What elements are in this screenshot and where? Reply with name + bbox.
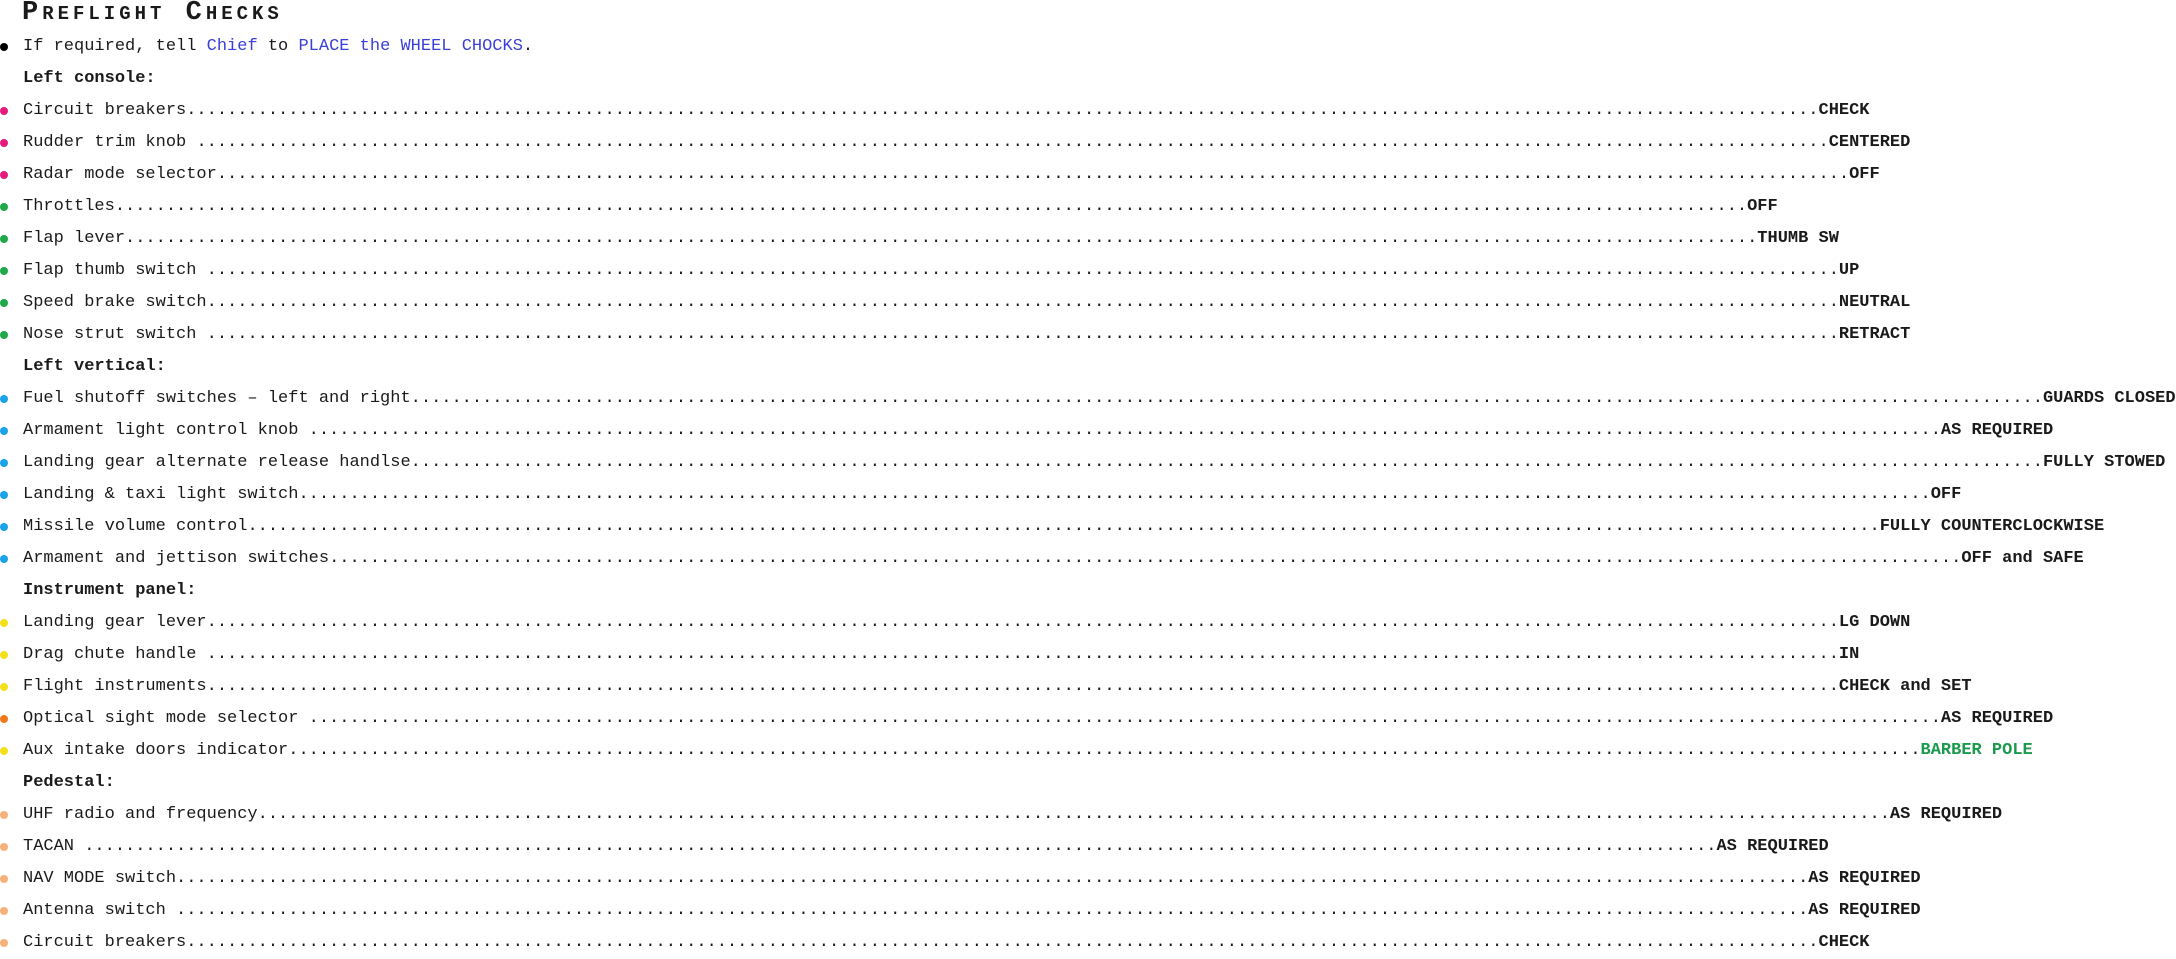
checklist-item — [0, 639, 1860, 671]
dot-leader: ................................................................................................................................................................ — [288, 741, 1921, 760]
checklist-item — [0, 927, 1870, 959]
bullet-icon — [0, 427, 8, 435]
item-value: CHECK and SET — [1838, 677, 1972, 696]
dot-leader: ................................................................................................................................................................ — [186, 933, 1819, 952]
bullet-icon — [0, 907, 8, 915]
bullet-icon — [0, 875, 8, 883]
item-value: NEUTRAL — [1838, 293, 1911, 312]
item-label: Flap lever — [23, 229, 126, 248]
item-label: Fuel shutoff switches – left and right — [23, 389, 411, 408]
item-label: Antenna switch — [23, 901, 177, 920]
item-label: Optical sight mode selector — [23, 709, 309, 728]
checklist-item — [0, 159, 1880, 191]
dot-leader: ................................................................................................................................................................ — [186, 101, 1819, 120]
item-label: Throttles — [23, 197, 115, 216]
intro-row — [0, 31, 730, 63]
item-value: IN — [1838, 645, 1860, 664]
dot-leader: ................................................................................................................................................................ — [410, 389, 2043, 408]
checklist-line — [23, 703, 2054, 735]
dot-leader: ................................................................................................................................................................ — [308, 421, 1941, 440]
item-label: Circuit breakers — [23, 933, 187, 952]
bullet-icon — [0, 235, 8, 243]
item-value: AS REQUIRED — [1716, 837, 1829, 856]
checklist-line — [23, 543, 2084, 575]
checklist-line — [23, 735, 2033, 767]
bullet-icon — [0, 715, 8, 723]
section-heading-label: Pedestal: — [23, 773, 115, 792]
checklist-line — [23, 895, 1921, 927]
intro-prefix: If required, tell — [23, 37, 207, 56]
item-value: OFF — [1747, 197, 1778, 216]
checklist-item — [0, 863, 1921, 895]
item-label: Armament light control knob — [23, 421, 309, 440]
dot-leader: ................................................................................................................................................................ — [114, 197, 1748, 216]
item-label: NAV MODE switch — [23, 869, 177, 888]
item-value: BARBER POLE — [1920, 741, 2033, 760]
item-value: AS REQUIRED — [1808, 901, 1921, 920]
item-label: Radar mode selector — [23, 165, 217, 184]
section-heading-label: Left vertical: — [23, 357, 166, 376]
checklist-item — [0, 255, 1860, 287]
checklist-item — [0, 607, 1911, 639]
section-heading — [0, 351, 730, 383]
item-label: Flight instruments — [23, 677, 207, 696]
item-label: TACAN — [23, 837, 85, 856]
item-label: Landing gear alternate release handlse — [23, 453, 411, 472]
item-value: AS REQUIRED — [1940, 421, 2054, 440]
dot-leader: ................................................................................................................................................................ — [216, 165, 1850, 184]
item-value: FULLY STOWED — [2042, 453, 2166, 472]
item-label: Landing gear lever — [23, 613, 207, 632]
bullet-icon — [0, 171, 8, 179]
item-value: CHECK — [1818, 101, 1870, 120]
bullet-icon — [0, 43, 8, 51]
bullet-icon — [0, 299, 8, 307]
item-value: RETRACT — [1838, 325, 1911, 344]
bullet-icon — [0, 683, 8, 691]
checklist-item — [0, 191, 1778, 223]
checklist-line — [23, 799, 2003, 831]
item-value: FULLY COUNTERCLOCKWISE — [1879, 517, 2105, 536]
dot-leader: ................................................................................................................................................................ — [206, 645, 1839, 664]
section-heading-label: Instrument panel: — [23, 581, 197, 600]
item-value: CENTERED — [1828, 133, 1911, 152]
section-heading — [0, 575, 730, 607]
intro-suffix: . — [522, 37, 534, 56]
bullet-icon — [0, 331, 8, 339]
checklist-line — [23, 831, 1829, 863]
checklist-line — [23, 447, 2166, 479]
item-label: Missile volume control — [23, 517, 248, 536]
bullet-icon — [0, 651, 8, 659]
checklist-line — [23, 255, 1860, 287]
item-label: Armament and jettison switches — [23, 549, 330, 568]
item-label: UHF radio and frequency — [23, 805, 258, 824]
item-value: CHECK — [1818, 933, 1870, 952]
bullet-icon — [0, 555, 8, 563]
dot-leader: ................................................................................................................................................................ — [206, 677, 1839, 696]
item-label: Speed brake switch — [23, 293, 207, 312]
checklist-line — [23, 479, 1962, 511]
section-heading — [0, 767, 730, 799]
checklist — [0, 31, 2176, 959]
checklist-item — [0, 95, 1870, 127]
dot-leader: ................................................................................................................................................................ — [308, 709, 1941, 728]
checklist-item — [0, 703, 2054, 735]
item-value: AS REQUIRED — [1940, 709, 2054, 728]
checklist-item — [0, 447, 2166, 479]
checklist-item — [0, 895, 1921, 927]
bullet-icon — [0, 523, 8, 531]
bullet-icon — [0, 139, 8, 147]
wheel-chocks-link[interactable]: PLACE the WHEEL CHOCKS — [298, 37, 523, 56]
item-value: THUMB SW — [1757, 229, 1839, 248]
item-value: OFF — [1849, 165, 1880, 184]
dot-leader: ................................................................................................................................................................ — [298, 485, 1931, 504]
intro-text — [23, 31, 729, 63]
bullet-icon — [0, 395, 8, 403]
item-label: Landing & taxi light switch — [23, 485, 299, 504]
bullet-icon — [0, 107, 8, 115]
checklist-line — [23, 159, 1880, 191]
checklist-line — [23, 863, 1921, 895]
dot-leader: ................................................................................................................................................................ — [206, 261, 1839, 280]
checklist-item — [0, 383, 2176, 415]
checklist-line — [23, 415, 2054, 447]
bullet-icon — [0, 203, 8, 211]
checklist-line — [23, 511, 2105, 543]
dot-leader: ................................................................................................................................................................ — [410, 453, 2043, 472]
checklist-line — [23, 127, 1911, 159]
dot-leader: ................................................................................................................................................................ — [329, 549, 1962, 568]
bullet-icon — [0, 843, 8, 851]
checklist-item — [0, 671, 1972, 703]
page-title: Preflight Checks — [22, 0, 283, 28]
checklist-item — [0, 127, 1911, 159]
bullet-icon — [0, 747, 8, 755]
item-label: Circuit breakers — [23, 101, 187, 120]
checklist-item — [0, 799, 2003, 831]
checklist-item — [0, 511, 2105, 543]
checklist-item — [0, 543, 2084, 575]
checklist-item — [0, 479, 1962, 511]
checklist-item — [0, 831, 1829, 863]
chief-link[interactable]: Chief — [206, 37, 258, 56]
dot-leader: ................................................................................................................................................................ — [257, 805, 1890, 824]
item-value: UP — [1838, 261, 1860, 280]
section-heading-label: Left console: — [23, 69, 156, 88]
dot-leader: ................................................................................................................................................................ — [206, 293, 1839, 312]
dot-leader: ................................................................................................................................................................ — [176, 901, 1809, 920]
bullet-icon — [0, 619, 8, 627]
item-label: Rudder trim knob — [23, 133, 197, 152]
bullet-icon — [0, 811, 8, 819]
item-value: OFF — [1930, 485, 1962, 504]
checklist-line — [23, 607, 1911, 639]
dot-leader: ................................................................................................................................................................ — [125, 229, 1758, 248]
dot-leader: ................................................................................................................................................................ — [206, 325, 1839, 344]
checklist-line — [23, 191, 1778, 223]
checklist-line — [23, 223, 1839, 255]
item-value: GUARDS CLOSED — [2042, 389, 2176, 408]
bullet-icon — [0, 491, 8, 499]
checklist-line — [23, 287, 1911, 319]
intro-middle: to — [257, 37, 299, 56]
section-heading — [0, 63, 730, 95]
checklist-item — [0, 319, 1911, 351]
item-value: AS REQUIRED — [1889, 805, 2003, 824]
item-label: Drag chute handle — [23, 645, 207, 664]
bullet-icon — [0, 459, 8, 467]
item-label: Flap thumb switch — [23, 261, 207, 280]
checklist-item — [0, 223, 1839, 255]
bullet-icon — [0, 939, 8, 947]
checklist-line — [23, 383, 2176, 415]
dot-leader: ................................................................................................................................................................ — [196, 133, 1829, 152]
checklist-item — [0, 287, 1911, 319]
checklist-line — [23, 639, 1860, 671]
item-value: OFF and SAFE — [1961, 549, 2084, 568]
checklist-line — [23, 95, 1870, 127]
item-label: Aux intake doors indicator — [23, 741, 289, 760]
checklist-line — [23, 319, 1911, 351]
dot-leader: ................................................................................................................................................................ — [84, 837, 1717, 856]
item-value: AS REQUIRED — [1808, 869, 1921, 888]
checklist-line — [23, 671, 1972, 703]
dot-leader: ................................................................................................................................................................ — [176, 869, 1809, 888]
checklist-item — [0, 735, 2033, 767]
checklist-item — [0, 415, 2054, 447]
bullet-icon — [0, 267, 8, 275]
item-label: Nose strut switch — [23, 325, 207, 344]
item-value: LG DOWN — [1838, 613, 1911, 632]
dot-leader: ................................................................................................................................................................ — [206, 613, 1839, 632]
checklist-line — [23, 927, 1870, 959]
dot-leader: ................................................................................................................................................................ — [247, 517, 1880, 536]
